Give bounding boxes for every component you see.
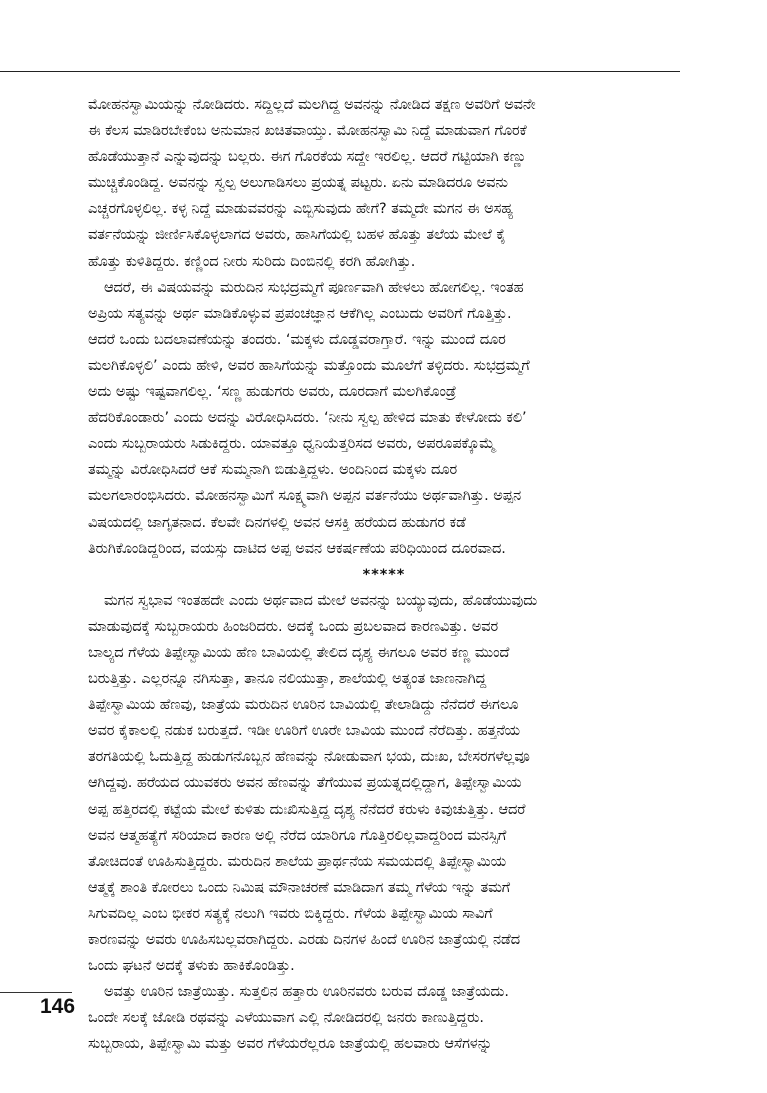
text-line: ಅದು ಅಷ್ಟು ಇಷ್ಟವಾಗಲಿಲ್ಲ. ‘ಸಣ್ಣ ಹುಡುಗರು ಅವರು, ದೂರದಾಗೆ ಮಲಗಿಕೊಂಡ್ರೆ [88,384,457,401]
text-line: ಸಿಗುವದಿಲ್ಲ ಎಂಬ ಭೀಕರ ಸತ್ಯಕ್ಕೆ ನಲುಗಿ ಇವರು ಬಿಕ್ಕಿದ್ದರು. ಗೆಳೆಯ ತಿಪ್ಪೇಸ್ವಾಮಿಯ ಸಾವಿಗೆ [88,905,493,922]
text-line: ತಮ್ಮನ್ನು ವಿರೋಧಿಸಿದರೆ ಆಕೆ ಸುಮ್ಮನಾಗಿ ಬಿಡುತ್ತಿದ್ದಳು. ಅಂದಿನಿಂದ ಮಕ್ಕಳು ದೂರ [88,462,458,479]
text-line: ಬಾಲ್ಯದ ಗೆಳೆಯ ತಿಪ್ಪೇಸ್ವಾಮಿಯ ಹೆಣ ಬಾವಿಯಲ್ಲಿ ತೇಲಿದ ದೃಶ್ಯ ಈಗಲೂ ಅವರ ಕಣ್ಣ ಮುಂದೆ [88,644,510,661]
text-line: ಒಂದು ಘಟನೆ ಅದಕ್ಕೆ ತಳುಕು ಹಾಕಿಕೊಂಡಿತ್ತು. [88,958,295,975]
text-line: ಎಚ್ಚರಗೊಳ್ಳಲಿಲ್ಲ. ಕಳ್ಳ ನಿದ್ದೆ ಮಾಡುವವರನ್ನು ಎಬ್ಬಿಸುವುದು ಹೇಗೆ? ತಮ್ಮದೇ ಮಗನ ಈ ಅಸಹ್ಯ [88,201,514,218]
text-line: ಆತ್ಮಕ್ಕೆ ಶಾಂತಿ ಕೋರಲು ಒಂದು ನಿಮಿಷ ಮೌನಾಚರಣೆ ಮಾಡಿದಾಗ ತಮ್ಮ ಗೆಳೆಯ ಇನ್ನು ತಮಗೆ [88,879,511,896]
text-line: ವಿಷಯದಲ್ಲಿ ಜಾಗೃತನಾದ. ಕೆಲವೇ ದಿನಗಳಲ್ಲಿ ಅವನ ಆಸಕ್ತಿ ಹರೆಯದ ಹುಡುಗರ ಕಡೆ [88,514,466,531]
page-number: 146 [40,995,76,1018]
text-line: ಆಗಿದ್ದವು. ಹರೆಯದ ಯುವಕರು ಅವನ ಹೆಣವನ್ನು ತೆಗೆಯುವ ಪ್ರಯತ್ನದಲ್ಲಿದ್ದಾಗ, ತಿಪ್ಪೇಸ್ವಾಮಿಯ [88,775,522,792]
paragraph [88,92,680,275]
text-line: ಎಂದು ಸುಬ್ಬರಾಯರು ಸಿಡುಕಿದ್ದರು. ಯಾವತ್ತೂ ಧ್ವನಿಯೆತ್ತರಿಸದ ಅವರು, ಅಪರೂಪಕ್ಕೊಮ್ಮೆ [88,436,496,453]
text-line: ಮಲಗಿಕೊಳ್ಳಲಿ’ ಎಂದು ಹೇಳಿ, ಅವರ ಹಾಸಿಗೆಯನ್ನು ಮತ್ತೊಂದು ಮೂಲೆಗೆ ತಳ್ಳಿದರು. ಸುಭದ್ರಮ್ಮಗೆ [88,357,530,374]
text-line: ತಿರುಗಿಕೊಂಡಿದ್ದರಿಂದ, ವಯಸ್ಸು ದಾಟಿದ ಅಪ್ಪ ಅವನ ಆಕರ್ಷಣೆಯ ಪರಿಧಿಯಿಂದ ದೂರವಾದ. [88,540,506,557]
paragraph [88,275,680,562]
paragraph [88,979,680,1057]
text-line: ಅವರ ಕೈಕಾಲಲ್ಲಿ ನಡುಕ ಬರುತ್ತದೆ. ಇಡೀ ಊರಿಗೆ ಊರೇ ಬಾವಿಯ ಮುಂದೆ ನೆರೆದಿತ್ತು. ಹತ್ತನೆಯ [88,723,520,740]
text-line: ಕಾರಣವನ್ನು ಅವರು ಊಹಿಸಬಲ್ಲವರಾಗಿದ್ದರು. ಎರಡು ದಿನಗಳ ಹಿಂದೆ ಊರಿನ ಜಾತ್ರೆಯಲ್ಲಿ ನಡೆದ [88,932,521,948]
text-line: ಅಪ್ರಿಯ ಸತ್ಯವನ್ನು ಅರ್ಥ ಮಾಡಿಕೊಳ್ಳುವ ಪ್ರಪಂಚಜ್ಞಾನ ಆಕೆಗಿಲ್ಲ ಎಂಬುದು ಅವರಿಗೆ ಗೊತ್ತಿತ್ತು. [88,305,512,322]
text-line: ಹೊತ್ತು ಕುಳಿತಿದ್ದರು. ಕಣ್ಣಿಂದ ನೀರು ಸುರಿದು ದಿಂಬಿನಲ್ಲಿ ಕರಗಿ ಹೋಗಿತ್ತು. [88,253,416,270]
text-line: ಹೆದರಿಕೊಂಡಾರು’ ಎಂದು ಅದನ್ನು ವಿರೋಧಿಸಿದರು. ‘ನೀನು ಸ್ವಲ್ಪ ಹೇಳಿದ ಮಾತು ಕೇಳೋದು ಕಲಿ’ [88,410,527,427]
text-line: ಈ ಕೆಲಸ ಮಾಡಿರಬೇಕೆಂಬ ಅನುಮಾನ ಖಚಿತವಾಯ್ತು. ಮೋಹನಸ್ವಾಮಿ ನಿದ್ದೆ ಮಾಡುವಾಗ ಗೊರಕೆ [88,123,527,140]
text-line: ತಿಪ್ಪೇಸ್ವಾಮಿಯ ಹೆಣವು, ಜಾತ್ರೆಯ ಮರುದಿನ ಊರಿನ ಬಾವಿಯಲ್ಲಿ ತೇಲಾಡಿದ್ದು ನೆನೆದರೆ ಈಗಲೂ [88,697,519,714]
text-line: ತರಗತಿಯಲ್ಲಿ ಓದುತ್ತಿದ್ದ ಹುಡುಗನೊಬ್ಬನ ಹೆಣವನ್ನು ನೋಡುವಾಗ ಭಯ, ದುಃಖ, ಬೇಸರಗಳೆಲ್ಲವೂ [88,749,530,766]
text-line: ಹೊಡೆಯುತ್ತಾನೆ ಎನ್ನುವುದನ್ನು ಬಲ್ಲರು. ಈಗ ಗೊರಕೆಯ ಸದ್ದೇ ಇರಲಿಲ್ಲ. ಆದರೆ ಗಟ್ಟಿಯಾಗಿ ಕಣ್ಣು [88,149,527,166]
text-line: ಮಲಗಲಾರಂಭಿಸಿದರು. ಮೋಹನಸ್ವಾಮಿಗೆ ಸೂಕ್ಷ್ಮವಾಗಿ ಅಪ್ಪನ ವರ್ತನೆಯು ಅರ್ಥವಾಗಿತ್ತು. ಅಪ್ಪನ [88,488,522,505]
paragraph [88,588,680,979]
text-line: ಅವನ ಆತ್ಮಹತ್ಯೆಗೆ ಸರಿಯಾದ ಕಾರಣ ಅಲ್ಲಿ ನೆರೆದ ಯಾರಿಗೂ ಗೊತ್ತಿರಲಿಲ್ಲವಾದ್ದರಿಂದ ಮನಸ್ಸಿಗೆ [88,827,507,844]
text-line: ಸುಬ್ಬರಾಯ, ತಿಪ್ಪೇಸ್ವಾಮಿ ಮತ್ತು ಅವರ ಗೆಳೆಯರೆಲ್ಲರೂ ಜಾತ್ರೆಯಲ್ಲಿ ಹಲವಾರು ಆಸೆಗಳನ್ನು [88,1036,493,1053]
text-line: ಮೋಹನಸ್ವಾಮಿಯನ್ನು ನೋಡಿದರು. ಸದ್ದಿಲ್ಲದೆ ಮಲಗಿದ್ದ ಅವನನ್ನು ನೋಡಿದ ತಕ್ಷಣ ಅವರಿಗೆ ಅವನೇ [88,97,536,113]
section-separator: ***** [362,566,406,583]
text-line: ಬರುತ್ತಿತ್ತು. ಎಲ್ಲರನ್ನೂ ನಗಿಸುತ್ತಾ, ತಾನೂ ನಲಿಯುತ್ತಾ, ಶಾಲೆಯಲ್ಲಿ ಅತ್ಯಂತ ಜಾಣನಾಗಿದ್ದ [88,671,487,688]
text-line: ಮಗನ ಸ್ವಭಾವ ಇಂತಹದೇ ಎಂದು ಅರ್ಥವಾದ ಮೇಲೆ ಅವನನ್ನು ಬಯ್ಯುವುದು, ಹೊಡೆಯುವುದು [104,592,538,609]
text-line: ತೋಚಿದಂತೆ ಊಹಿಸುತ್ತಿದ್ದರು. ಮರುದಿನ ಶಾಲೆಯ ಪ್ರಾರ್ಥನೆಯ ಸಮಯದಲ್ಲಿ ತಿಪ್ಪೇಸ್ವಾಮಿಯ [88,853,507,870]
top-rule [0,71,680,72]
page-number-rule [0,992,72,993]
text-line: ಅಪ್ಪ ಹತ್ತಿರದಲ್ಲಿ ಕಟ್ಟೆಯ ಮೇಲೆ ಕುಳಿತು ದುಃಖಿಸುತ್ತಿದ್ದ ದೃಶ್ಯ ನೆನೆದರೆ ಕರುಳು ಕಿವುಚುತ್ತಿತ್ತು. ಆದರೆ [88,801,526,818]
page-body-text [88,92,680,1057]
text-line: ವರ್ತನೆಯನ್ನು ಜೀರ್ಣಿಸಿಕೊಳ್ಳಲಾಗದ ಅವರು, ಹಾಸಿಗೆಯಲ್ಲಿ ಬಹಳ ಹೊತ್ತು ತಲೆಯ ಮೇಲೆ ಕೈ [88,227,506,244]
text-line: ಮಾಡುವುದಕ್ಕೆ ಸುಬ್ಬರಾಯರು ಹಿಂಜರಿದರು. ಅದಕ್ಕೆ ಒಂದು ಪ್ರಬಲವಾದ ಕಾರಣವಿತ್ತು. ಅವರ [88,618,499,635]
text-line: ಅವತ್ತು ಊರಿನ ಜಾತ್ರೆಯಿತ್ತು. ಸುತ್ತಲಿನ ಹತ್ತಾರು ಊರಿನವರು ಬರುವ ದೊಡ್ಡ ಜಾತ್ರೆಯದು. [104,984,509,1001]
text-line: ಆದರೆ, ಈ ವಿಷಯವನ್ನು ಮರುದಿನ ಸುಭದ್ರಮ್ಮಗೆ ಪೂರ್ಣವಾಗಿ ಹೇಳಲು ಹೋಗಲಿಲ್ಲ. ಇಂತಹ [104,279,524,296]
text-line: ಒಂದೇ ಸಲಕ್ಕೆ ಜೋಡಿ ರಥವನ್ನು ಎಳೆಯುವಾಗ ಎಲ್ಲಿ ನೋಡಿದರಲ್ಲಿ ಜನರು ಕಾಣುತ್ತಿದ್ದರು. [88,1010,484,1027]
text-line: ಆದರೆ ಒಂದು ಬದಲಾವಣೆಯನ್ನು ತಂದರು. ‘ಮಕ್ಕಳು ದೊಡ್ಡವರಾಗ್ತಾರೆ. ಇನ್ನು ಮುಂದೆ ದೂರ [88,331,506,348]
text-line: ಮುಚ್ಚಿಕೊಂಡಿದ್ದ. ಅವನನ್ನು ಸ್ವಲ್ಪ ಅಲುಗಾಡಿಸಲು ಪ್ರಯತ್ನ ಪಟ್ಟರು. ಏನು ಮಾಡಿದರೂ ಅವನು [88,175,508,192]
